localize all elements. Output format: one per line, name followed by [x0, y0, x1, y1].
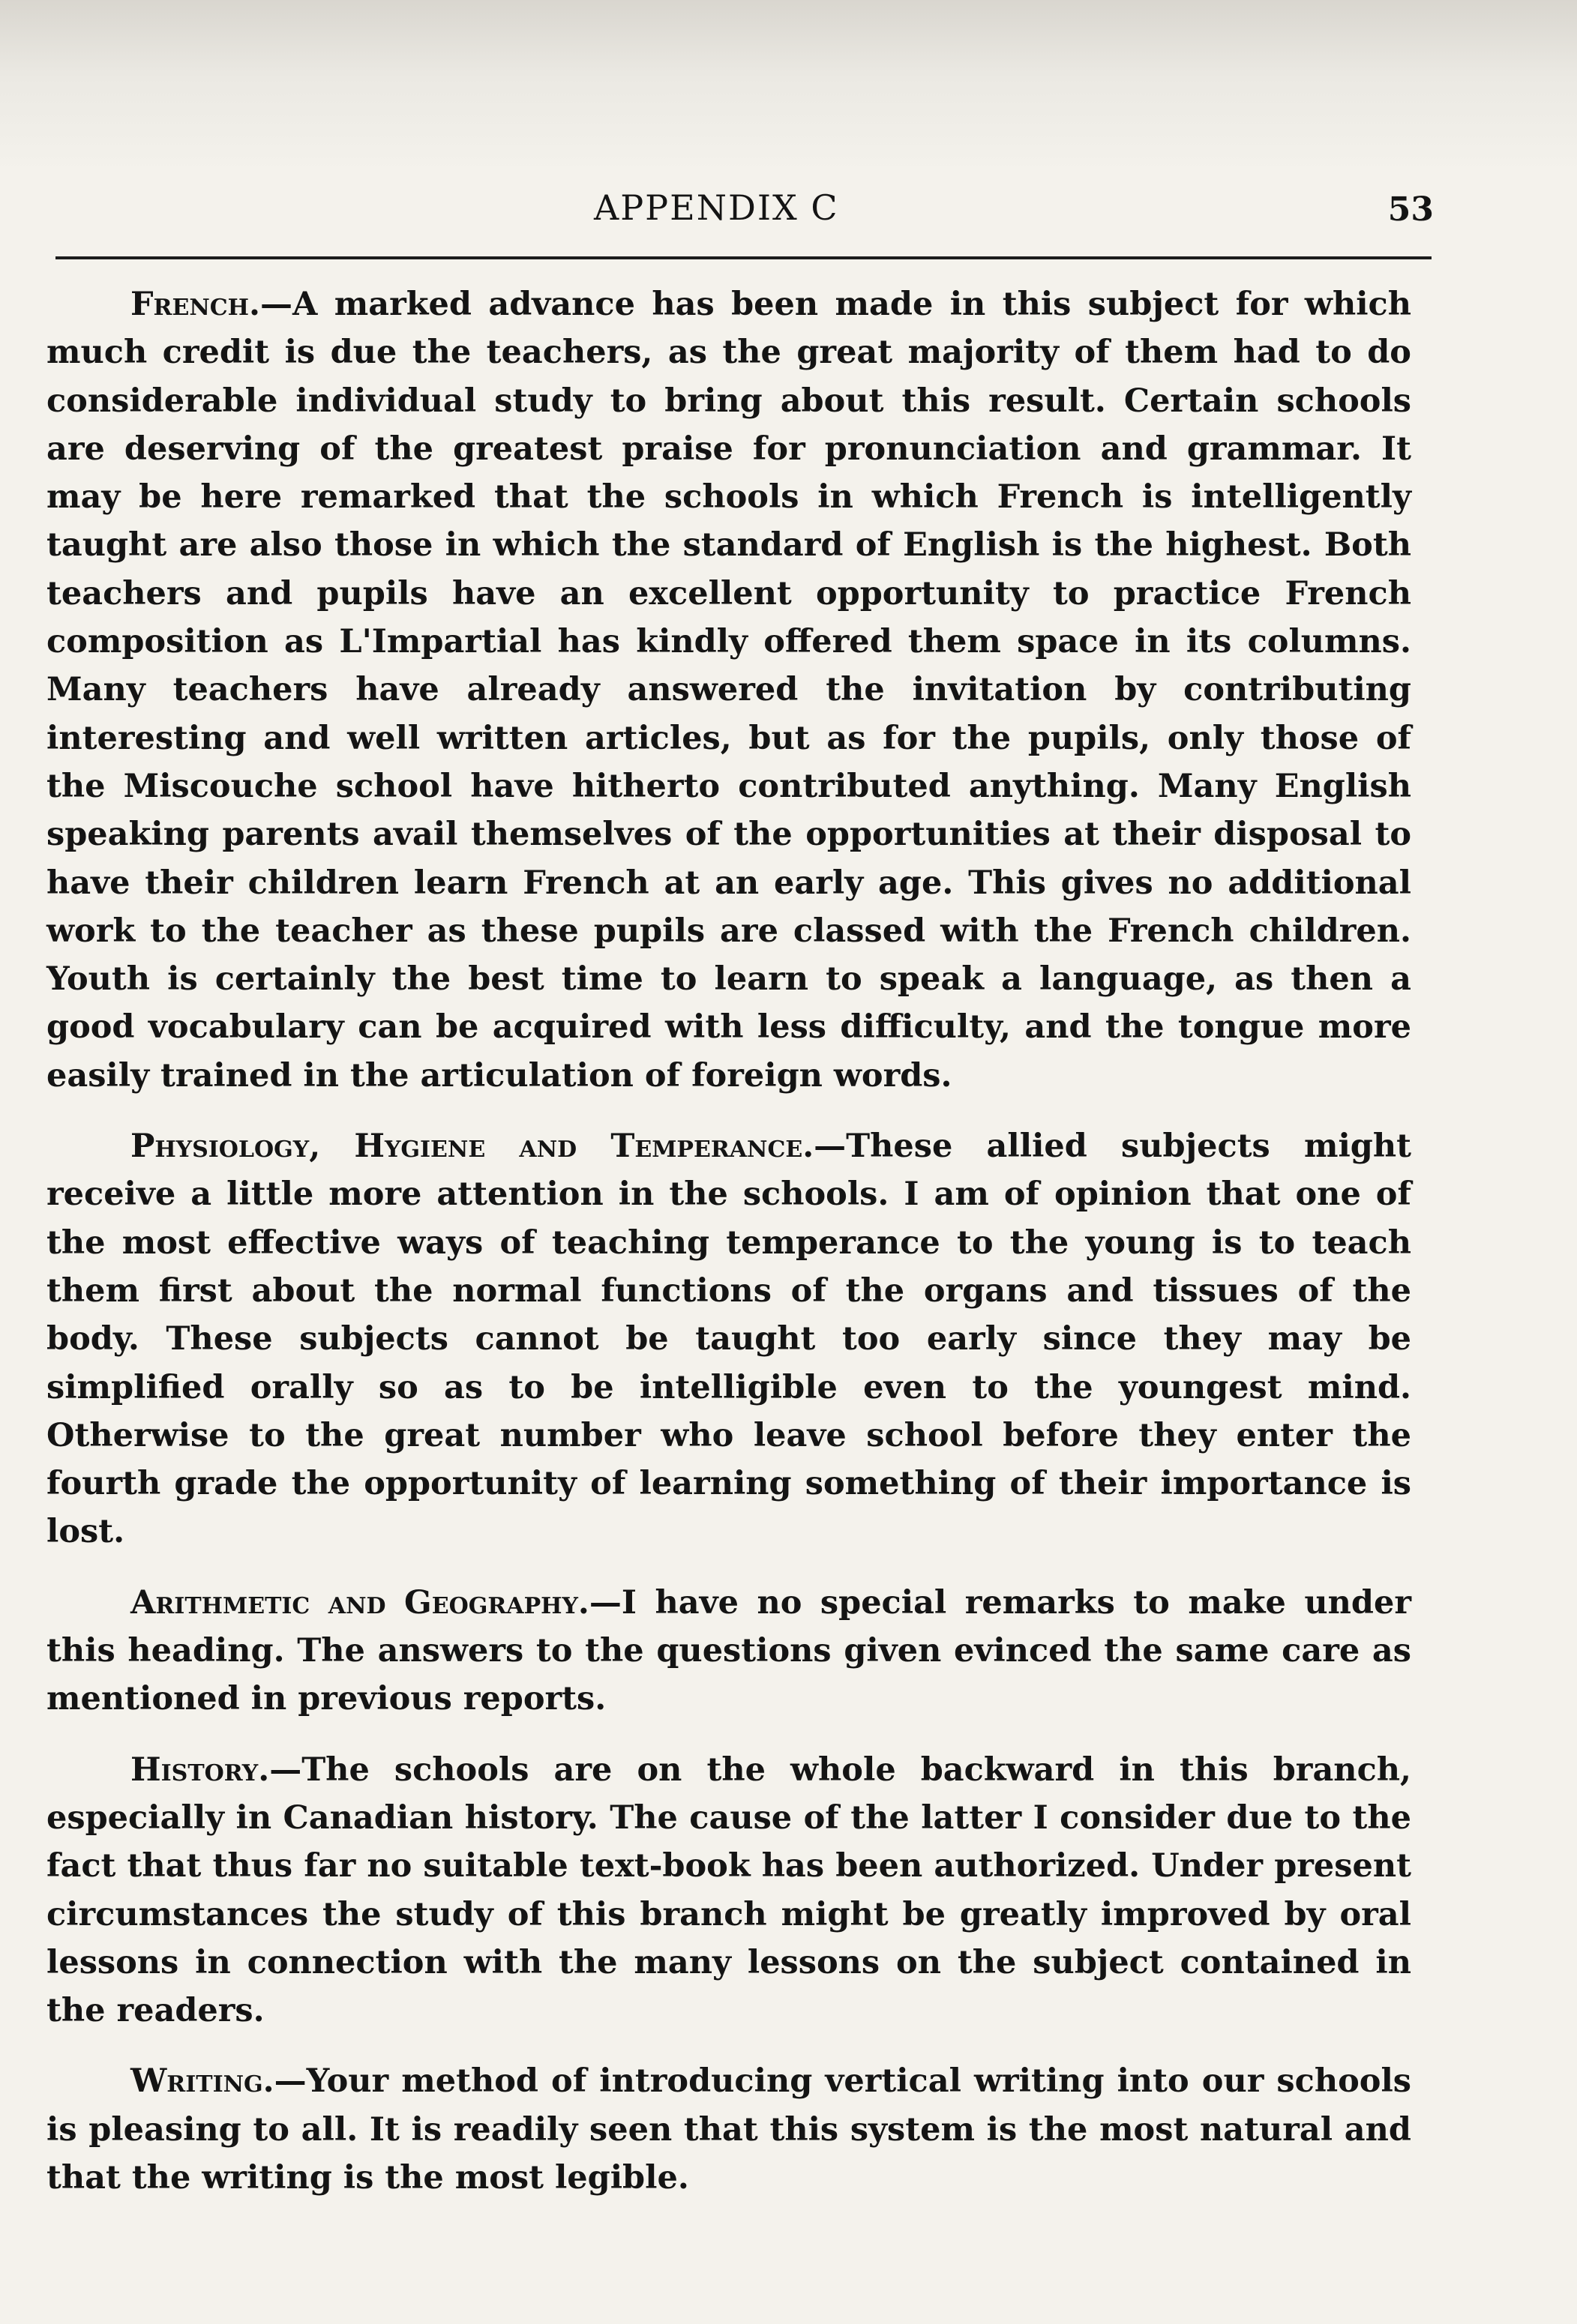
section-heading-history: History. [130, 1750, 270, 1789]
running-title: APPENDIX C [594, 187, 839, 228]
section-heading-arithmetic: Arithmetic and Geography. [130, 1583, 589, 1622]
paragraph-french [46, 280, 1411, 1100]
paragraph-arithmetic [46, 1579, 1411, 1724]
page-number: 53 [1387, 190, 1434, 229]
section-heading-physiology: Physiology, Hygiene and Temperance. [130, 1128, 814, 1166]
section-heading-writing: Writing. [130, 2062, 274, 2101]
section-text-writing: —Your method of introducing vertical writing into our schools is pleasing to all. It is readily seen that this system is the most natural and that the writing is the most legible. [46, 2062, 1411, 2197]
paragraph-physiology [46, 1122, 1411, 1556]
running-head [46, 187, 1434, 240]
document-page [46, 187, 1434, 2224]
section-text-history: —The schools are on the whole backward in this branch, especially in Canadian history. The cause of the latter I consider due to the fact that thus far no suitable text-book has been authorized. Under present circumstances the study of this branch might be greatly improved by oral lessons in connection with the many lessons on the subject contained in the readers. [46, 1750, 1411, 2030]
section-heading-french: French. [130, 286, 260, 323]
header-rule [55, 256, 1432, 259]
paragraph-history [46, 1746, 1411, 2035]
paragraph-writing [46, 2057, 1411, 2202]
section-text-physiology: —These allied subjects might receive a little more attention in the schools. I am of opinion that one of the most effective ways of teaching temperance to the young is to teach them first about the normal functions of the organs and tissues of the body. These subjects cannot be taught too early since they may be simplified orally so as to be intelligible even to the youngest mind. Otherwise to the great number who leave school before they enter the fourth grade the opportunity of learning something of their importance is lost. [46, 1128, 1411, 1551]
section-text-arithmetic: —I have no special remarks to make under this heading. The answers to the questions given evinced the same care as mentioned in previous reports. [46, 1583, 1411, 1718]
page-top-shading [0, 0, 1577, 172]
section-text-french: —A marked advance has been made in this subject for which much credit is due the teachers, as the great majority of them had to do considerable individual study to bring about this result. Certain schools are deserving of the greatest praise for pronunciation and grammar. It may be here remarked that the schools in which French is intelligently taught are also those in which the standard of English is the highest. Both teachers and pupils have an excellent opportunity to practice French composition as L'Impartial has kindly offered them space in its columns. Many teachers have already answered the invitation by contributing interesting and well written articles, but as for the pupils, only those of the Miscouche school have hitherto contributed anything. Many English speaking parents avail themselves of the opportunities at their disposal to have their children learn French at an early age. This gives no additional work to the teacher as these pupils are classed with the French children. Youth is certainly the best time to learn to speak a language, as then a good vocabulary can be acquired with less difficulty, and the tongue more easily trained in the articulation of foreign words. [46, 286, 1411, 1095]
